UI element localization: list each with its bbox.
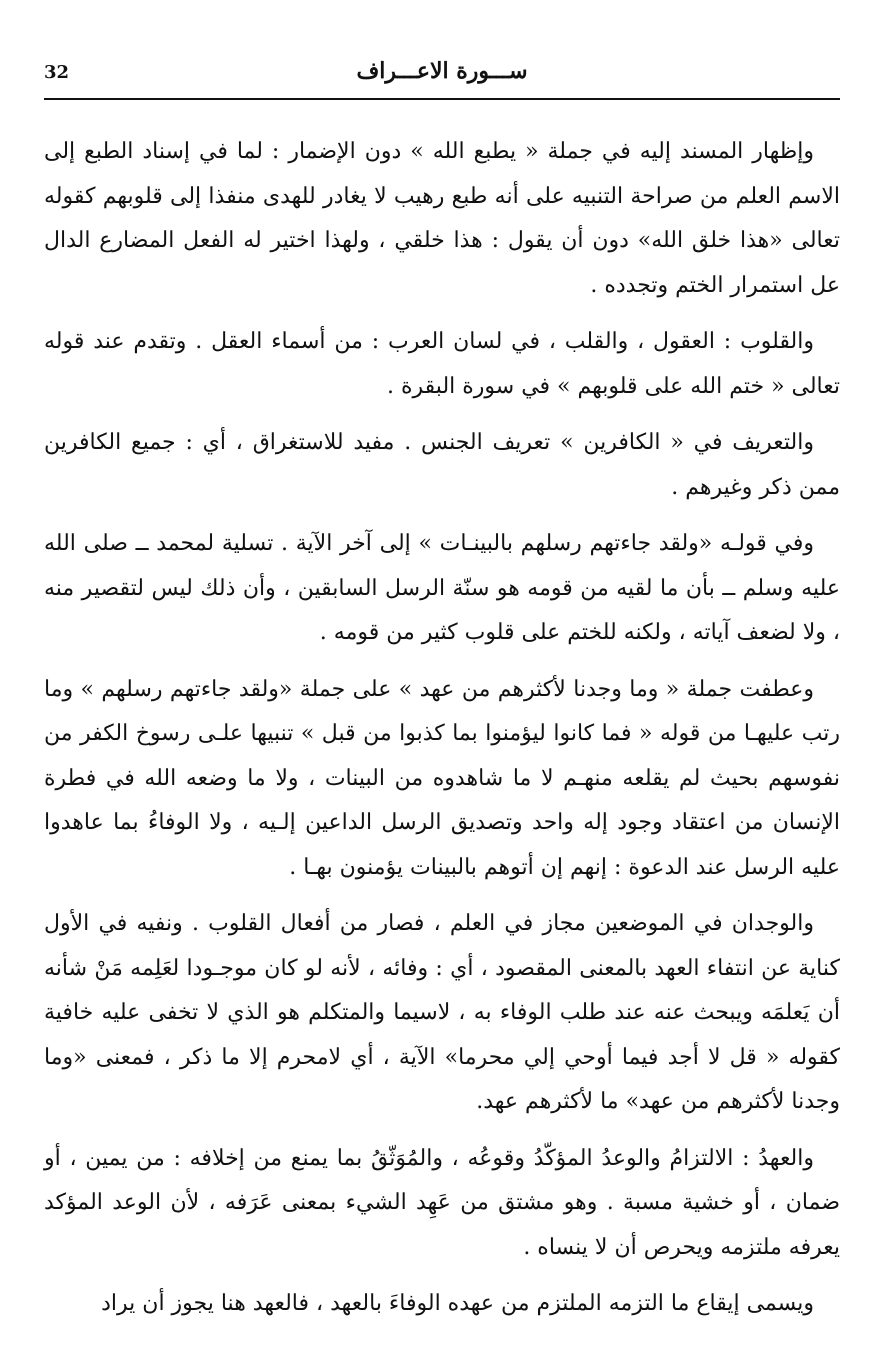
- paragraph: وفي قولـه «ولقد جاءتهم رسلهم بالبينـات » إلى آخر الآية . تسلية لمحمد ــ صلى الله عليه وسلم ــ بأن ما لقيه من قومه هو سنّة الرسل السابقين ، وأن ذلك ليس لتقصير منه ، ولا لضعف آياته ، ولكنه للختم على قلوب كثير من قومه .: [44, 531, 840, 645]
- page-body: [44, 130, 840, 1339]
- page-number: 32: [44, 62, 70, 83]
- paragraph: وإظهار المسند إليه في جملة « يطبع الله » دون الإضمار : لما في إسناد الطبع إلى الاسم العلم من صراحة التنبيه على أنه طبع رهيب لا يغادر للهدى منفذا إلى قلوبهم كقوله تعالى «هذا خلق الله» دون أن يقول : هذا خلقي ، ولهذا اختير له الفعل المضارع الدال عل استمرار الختم وتجدده .: [44, 139, 840, 298]
- paragraph: ويسمى إيقاع ما التزمه الملتزم من عهده الوفاءَ بالعهد ، فالعهد هنا يجوز أن يراد: [101, 1291, 814, 1316]
- page-header: [44, 52, 840, 100]
- paragraph: والعهدُ : الالتزامُ والوعدُ المؤكّدُ وقوعُه ، والمُوَثّقُ بما يمنع من إخلافه : من يمين ، أو ضمان ، أو خشية مسبة . وهو مشتق من عَهِد الشيء بمعنى عَرَفه ، لأن الوعد المؤكد يعرفه ملتزمه ويحرص أن لا ينساه .: [44, 1145, 840, 1260]
- paragraph: والوجدان في الموضعين مجاز في العلم ، فصار من أفعال القلوب . ونفيه في الأول كناية عن انتفاء العهد بالمعنى المقصود ، أي : وفائه ، لأنه لو كان موجـودا لعَلِمه مَنْ شأنه أن يَعلمَه ويبحث عنه عند طلب الوفاء به ، لاسيما والمتكلم هو الذي لا تخفى عليه خافية كقوله « قل لا أجد فيما أوحي إلي محرما» الآية ، أي لامحرم إلا ما ذكر ، فمعنى «وما وجدنا لأكثرهم من عهد» ما لأكثرهم عهد.: [44, 911, 840, 1114]
- paragraph: والقلوب : العقول ، والقلب ، في لسان العرب : من أسماء العقل . وتقدم عند قوله تعالى « ختم الله على قلوبهم » في سورة البقرة .: [44, 329, 840, 399]
- paragraph: وعطفت جملة « وما وجدنا لأكثرهم من عهد » على جملة «ولقد جاءتهم رسلهم » وما رتب عليهـا من قوله « فما كانوا ليؤمنوا بما كذبوا من قبل » تنبيها علـى رسوخ الكفر من نفوسهم بحيث لم يقلعه منهـم لا ما شاهدوه من البينات ، ولا ما وضعه الله في فطرة الإنسان من اعتقاد وجود إله واحد وتصديق الرسل الداعين إلـيه ، ولا الوفاءُ بما عاهدوا عليه الرسل عند الدعوة : إنهم إن أتوهم بالبينات يؤمنون بهـا .: [44, 676, 840, 880]
- paragraph: والتعريف في « الكافرين » تعريف الجنس . مفيد للاستغراق ، أي : جميع الكافرين ممن ذكر وغيرهم .: [44, 430, 840, 500]
- surah-title: ســـورة الاعـــراف: [356, 58, 528, 84]
